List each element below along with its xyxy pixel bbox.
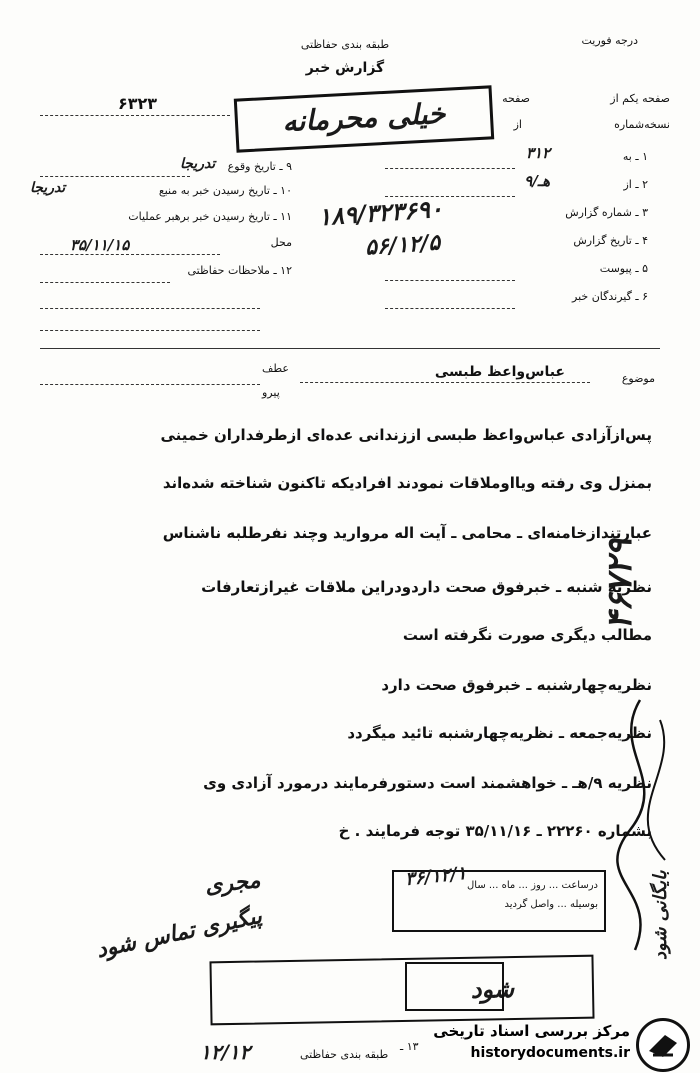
hand-date: ۱۲/۱۲ — [200, 1040, 251, 1064]
page-label-2: صفحه — [502, 92, 530, 105]
field-11-place: محل — [270, 236, 292, 249]
field-9-value: تدریجا — [180, 156, 216, 172]
body-line-1: پس‌ازآزادی عباس‌واعظ طبسی اززندانی عده‌ای ازطرفداران خمینی — [160, 426, 652, 444]
signature-scribble-right — [600, 690, 690, 970]
classification-bottom: طبقه بندی حفاظتی — [300, 1048, 389, 1061]
field-11-value: ۳۵/۱۱/۱۵ — [70, 236, 130, 254]
field-1-value: ۳۱۲ — [525, 144, 550, 162]
body-line-8: نظریه ۹/هـ ـ خواهشمند است دستورفرمایند درمورد آزادی وی — [203, 774, 652, 792]
secret-stamp-text: خیلی محرمانه — [281, 96, 447, 139]
field-11: ۱۱ ـ تاریخ رسیدن خبر برهبر عملیات — [128, 210, 292, 223]
field-12: ۱۲ ـ ملاحظات حفاظتی — [187, 264, 292, 277]
body-line-5: مطالب دیگری صورت نگرفته است — [402, 626, 652, 644]
field-9: ۹ ـ تاریخ وقوع — [227, 160, 292, 173]
ref-label: عطف — [262, 362, 289, 375]
field-5: ۵ ـ پیوست — [599, 262, 648, 275]
body-line-9: بشماره ۲۲۲۶۰ ـ ۳۵/۱۱/۱۶ توجه فرمایند . خ — [338, 822, 652, 840]
receipt-stamp-line2: بوسیله ... واصل گردید — [504, 899, 598, 910]
doc-number: ۶۳۲۳ — [118, 94, 158, 113]
page-label: صفحه یکم از — [610, 92, 670, 105]
margin-note: بایگانی شود — [650, 870, 671, 960]
hand-note-2: پیگیری تماس شود — [94, 902, 265, 964]
field-6: ۶ ـ گیرندگان خبر — [572, 290, 648, 303]
secret-stamp — [234, 85, 494, 152]
subject-value: عباس‌واعظ طبسی — [434, 364, 565, 380]
body-line-6: نظریه‌چهارشنبه ـ خبرفوق صحت دارد — [381, 676, 652, 694]
watermark-title: مرکز بررسی اسناد تاریخی — [433, 1022, 630, 1040]
body-line-2: بمنزل وی رفته ویااوملاقات نمودند افرادیکه تاکنون شناخته شده‌اند — [162, 474, 652, 492]
field-2: ۲ ـ از — [623, 178, 648, 191]
field-3: ۳ ـ شماره گزارش — [565, 206, 648, 219]
bottom-stamp — [209, 955, 594, 1026]
subject-label: موضوع — [621, 372, 655, 385]
receipt-hand-value: ۳۶/۱۲/۱ — [404, 862, 468, 891]
field-13: ۱۳ ـ — [400, 1040, 419, 1053]
follow-label: پیرو — [262, 386, 280, 399]
copy-from: از — [513, 118, 522, 131]
hand-note-1: مجری — [203, 867, 262, 899]
field-10-value: تدریجا — [30, 180, 66, 196]
bottom-stamp-word: شود — [470, 974, 515, 1004]
field-4: ۴ ـ تاریخ گزارش — [573, 234, 648, 247]
bottom-stamp-inner — [405, 962, 504, 1011]
field-2-value: ۹/هـ — [524, 172, 550, 190]
side-number: ۴۶۷۲۹ — [600, 538, 640, 630]
body-line-3: عبارتنداز‌خامنه‌ای ـ محامی ـ آیت اله مروارید وچند نفرطلبه ناشناس — [162, 524, 652, 542]
report-type: گزارش خبر — [305, 60, 385, 76]
body-line-4: نظریه شنبه ـ خبرفوق صحت داردو‌دراین ملاقات غیرازتعارفات — [201, 578, 652, 596]
receipt-stamp-line1: درساعت ... روز ... ماه ... سال — [467, 880, 598, 891]
body-line-7: نظریه‌جمعه ـ نظریه‌چهارشنبه تائید میگردد — [347, 724, 652, 742]
field-1: ۱ ـ به — [622, 150, 648, 163]
watermark-url: historydocuments.ir — [470, 1045, 630, 1061]
handwritten-report-date: ۵۶/۱۲/۵ — [364, 229, 441, 261]
copy-label: نسخه‌شماره — [614, 118, 670, 131]
classification-top: طبقه بندی حفاظتی — [300, 38, 390, 51]
archive-logo-icon — [636, 1018, 690, 1072]
handwritten-report-number: ۱۸۹/۳۲۳۶۹۰ — [317, 193, 444, 232]
urgency-label: درجه فوریت — [581, 34, 638, 47]
field-10: ۱۰ ـ تاریخ رسیدن خبر به منبع — [158, 184, 292, 197]
